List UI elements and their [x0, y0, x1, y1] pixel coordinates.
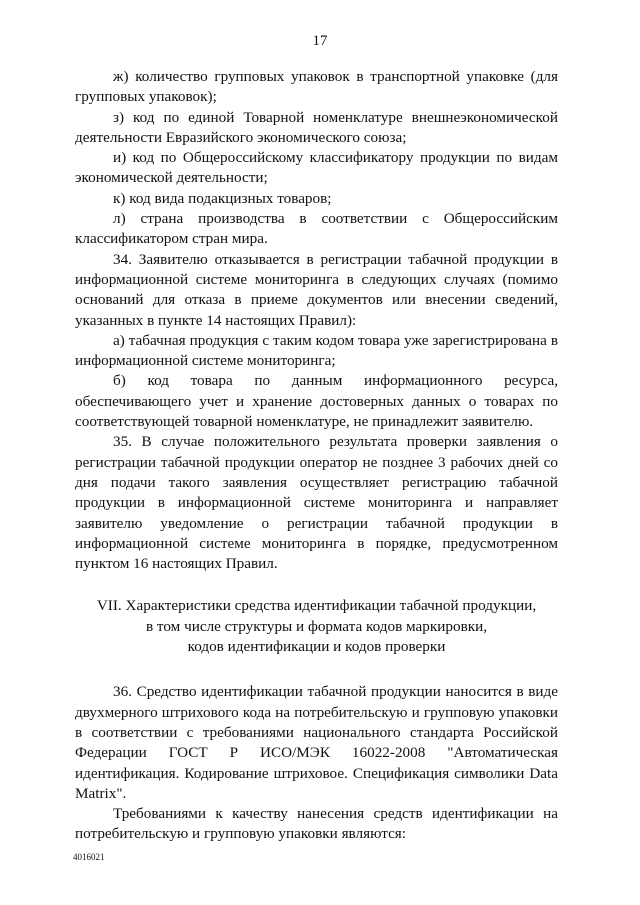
page-number: 17	[312, 33, 328, 49]
paragraph-item-k: к) код вида подакцизных товаров;	[113, 189, 332, 207]
paragraph-clause-34: 34. Заявителю отказывается в регистрации табачной продукции в информационной системе мониторинга в следующих случаях (помимо оснований для отказа в приеме документов или внесении сведений, указанных в пункте 14 настоящих Правил):	[75, 250, 558, 329]
paragraph-item-z: з) код по единой Товарной номенклатуре внешнеэкономической деятельности Евразийского экономического союза;	[75, 108, 558, 146]
paragraph-item-zh: ж) количество групповых упаковок в транспортной упаковке (для групповых упаковок);	[75, 68, 558, 106]
paragraph-clause-36: 36. Средство идентификации табачной продукции наносится в виде двухмерного штрихового кода на потребительскую и групповую упаковки в соответствии с требованиями национального стандарта Российской Федерации ГОСТ Р ИСО/МЭК 16022-2008 "Автоматическая идентификация. Кодирование штриховое. Спецификация символики Data Matrix".	[75, 683, 558, 802]
section-heading-line: VII. Характеристики средства идентификации табачной продукции,	[96, 597, 537, 615]
paragraph-item-l: л) страна производства в соответствии с Общероссийским классификатором стран мира.	[75, 210, 558, 248]
section-heading-line: кодов идентификации и кодов проверки	[187, 638, 446, 656]
section-heading-line: в том числе структуры и формата кодов маркировки,	[145, 617, 488, 635]
section-heading	[75, 596, 558, 657]
document-body	[75, 67, 558, 845]
paragraph-clause-35: 35. В случае положительного результата проверки заявления о регистрации табачной продукции оператор не позднее 3 рабочих дней со дня подачи такого заявления осуществляет регистрацию табачной продукции в информационной системе мониторинга и направляет заявителю уведомление о регистрации табачной продукции в информационной системе мониторинга в порядке, предусмотренном пунктом 16 настоящих Правил.	[75, 433, 558, 573]
document-code: 4016021	[73, 852, 105, 862]
paragraph-item-i: и) код по Общероссийскому классификатору продукции по видам экономической деятельности;	[75, 149, 558, 187]
paragraph-quality-requirements: Требованиями к качеству нанесения средств идентификации на потребительскую и групповую упаковки являются:	[75, 805, 558, 843]
paragraph-item-b: б) код товара по данным информационного ресурса, обеспечивающего учет и хранение достоверных данных о товарах по соответствующей товарной номенклатуре, не принадлежит заявителю.	[75, 372, 558, 431]
paragraph-item-a: а) табачная продукция с таким кодом товара уже зарегистрирована в информационной системе мониторинга;	[75, 331, 558, 370]
